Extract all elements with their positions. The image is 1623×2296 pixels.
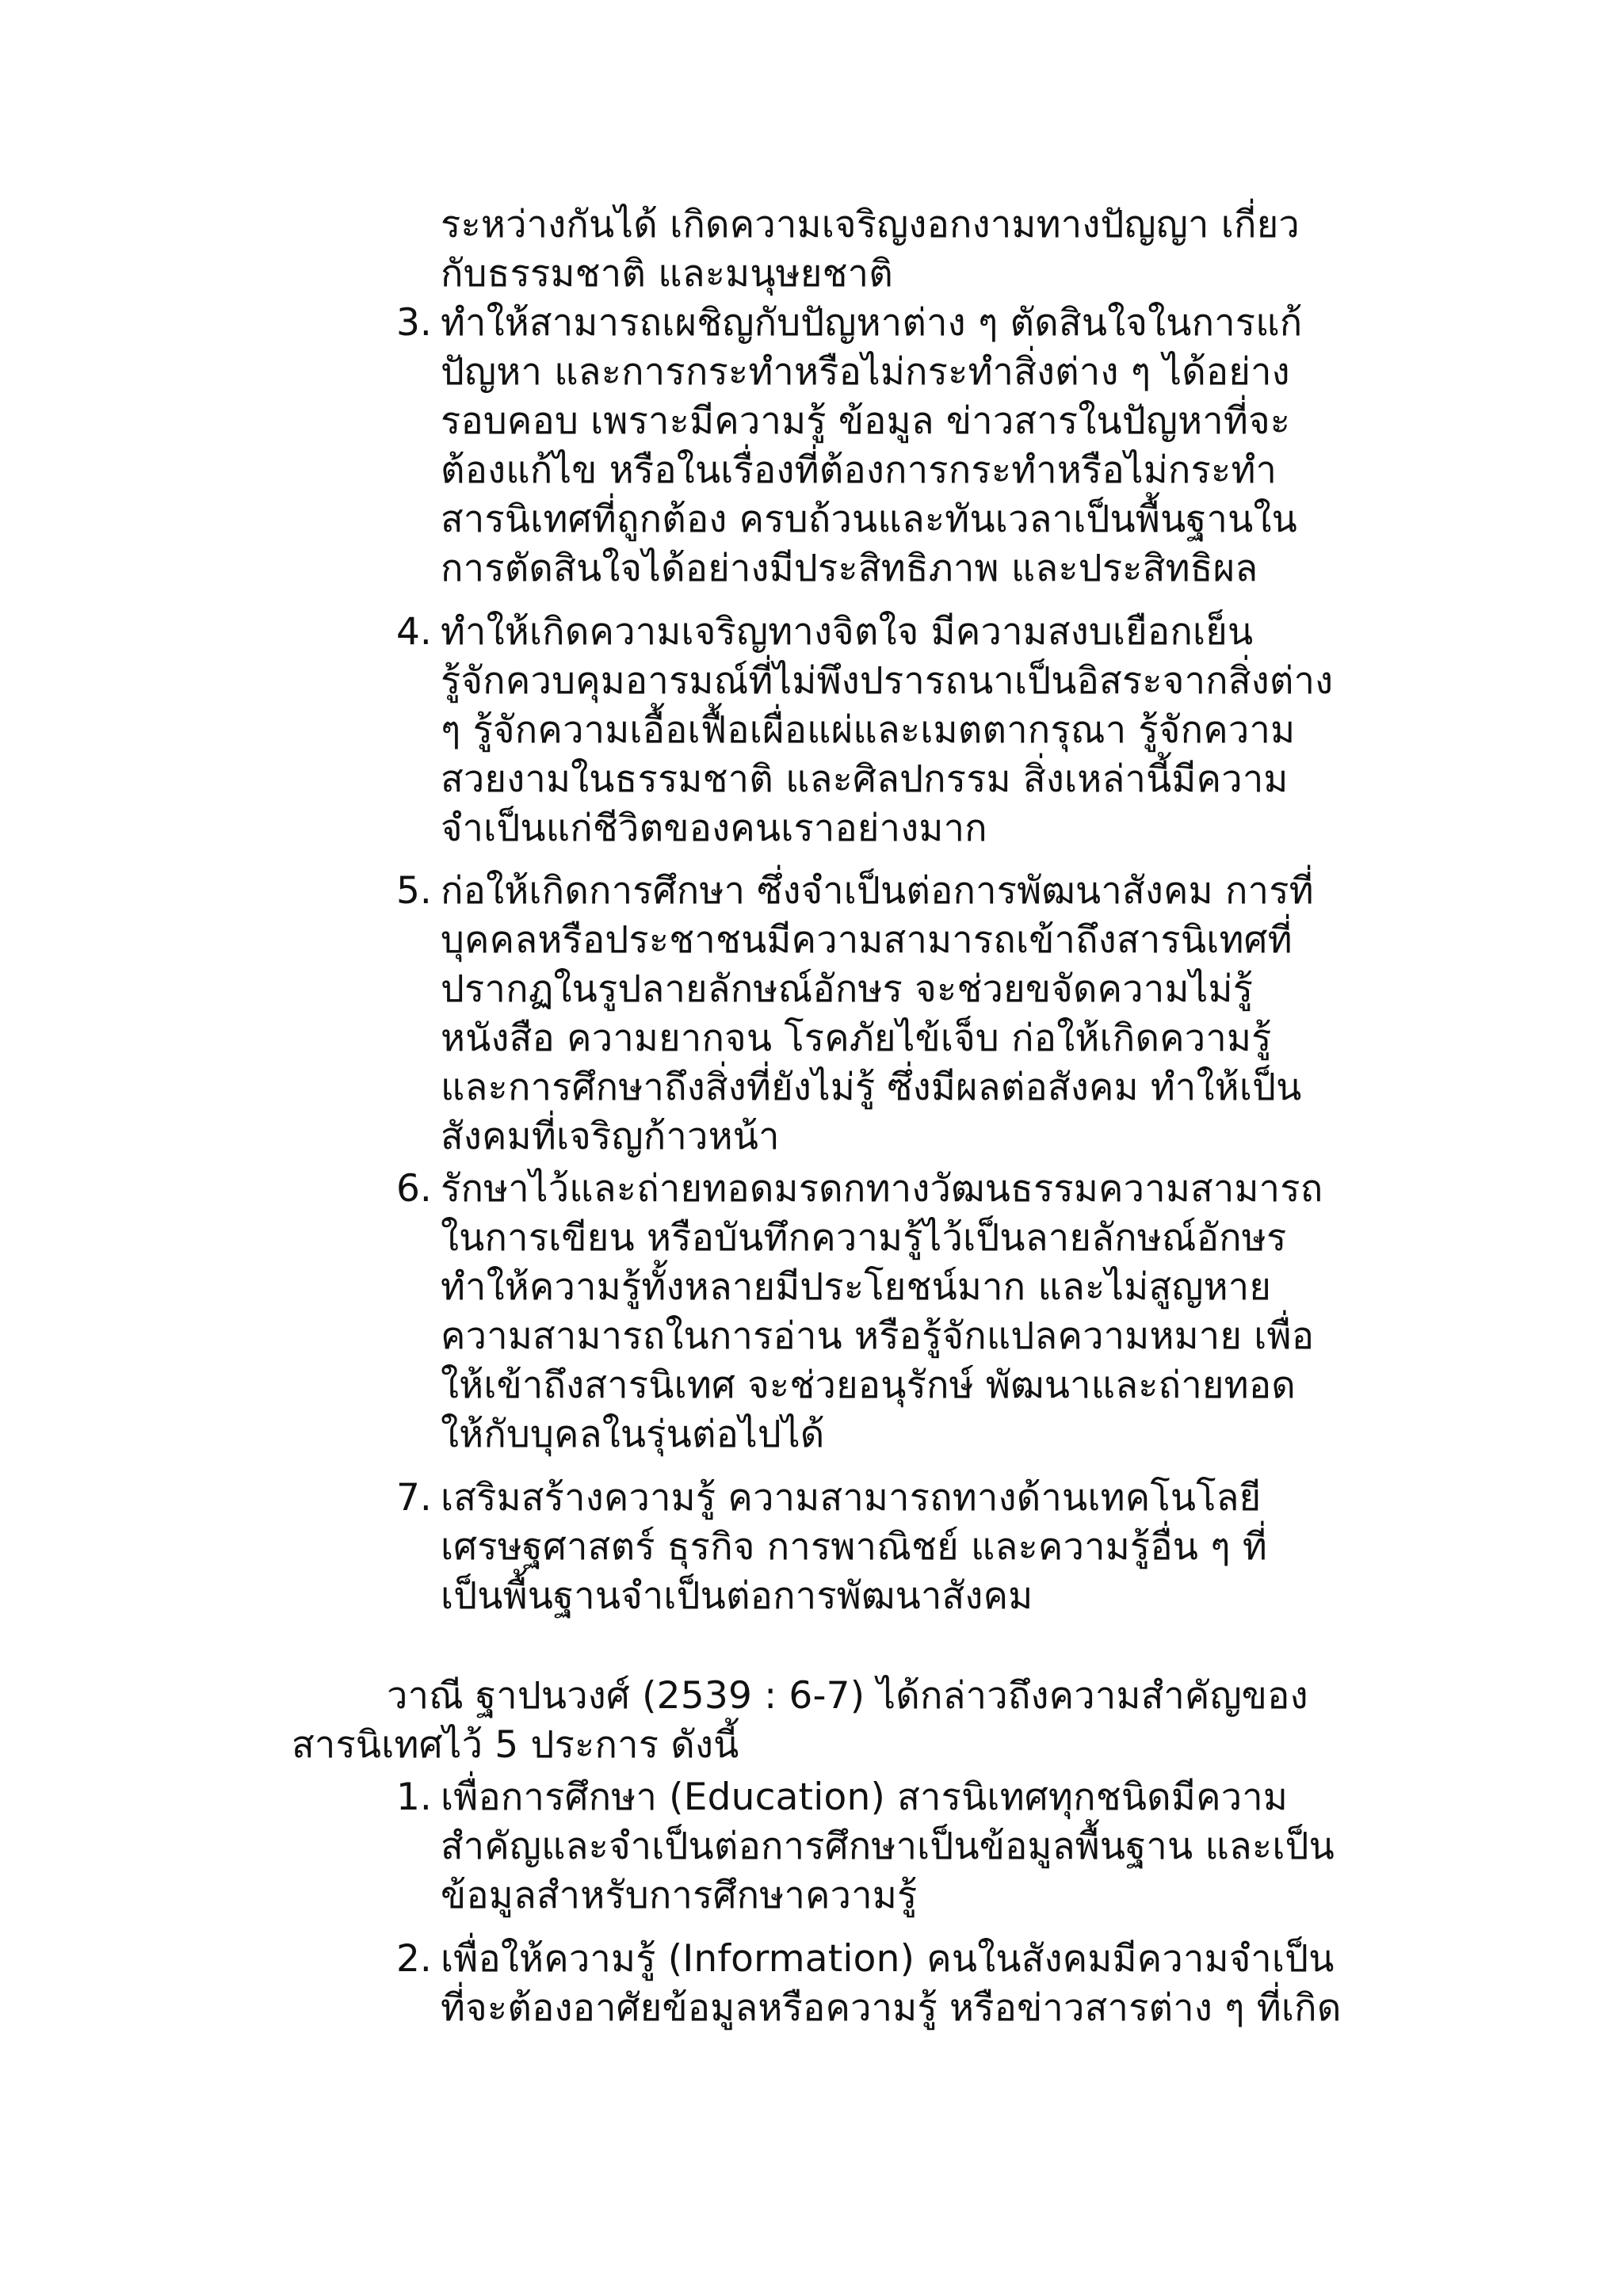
continuation-line: ระหว่างกันได้ เกิดความเจริญงอกงามทางปัญญา เกี่ยว	[441, 203, 1300, 246]
list-item-line: ๆ รู้จักความเอื้อเฟื้อเผื่อแผ่และเมตตากรุณา รู้จักความ	[441, 708, 1296, 752]
list-item-number: 3.	[396, 301, 432, 345]
list-item-number: 4.	[396, 610, 432, 654]
list-item-line: ที่จะต้องอาศัยข้อมูลหรือความรู้ หรือข่าวสารต่าง ๆ ที่เกิด	[441, 1986, 1342, 2030]
list-item-line: สารนิเทศที่ถูกต้อง ครบถ้วนและทันเวลาเป็นพื้นฐานใน	[441, 498, 1297, 541]
list-item-number: 5.	[396, 869, 432, 913]
list-item-line: ปัญหา และการกระทำหรือไม่กระทำสิ่งต่าง ๆ ได้อย่าง	[441, 350, 1290, 394]
list-item-line: รักษาไว้และถ่ายทอดมรดกทางวัฒนธรรมความสามารถ	[441, 1167, 1323, 1211]
list-item-line: ก่อให้เกิดการศึกษา ซึ่งจำเป็นต่อการพัฒนาสังคม การที่	[441, 869, 1314, 913]
list-item-line: ต้องแก้ไข หรือในเรื่องที่ต้องการกระทำหรือไม่กระทำ	[441, 448, 1277, 492]
list-item-line: เสริมสร้างความรู้ ความสามารถทางด้านเทคโนโลยี	[441, 1476, 1262, 1520]
list-item-line: เป็นพื้นฐานจำเป็นต่อการพัฒนาสังคม	[441, 1574, 1033, 1618]
list-item-line: ทำให้สามารถเผชิญกับปัญหาต่าง ๆ ตัดสินใจในการแก้	[441, 301, 1303, 345]
list-item-line: เศรษฐศาสตร์ ธุรกิจ การพาณิชย์ และความรู้อื่น ๆ ที่	[441, 1525, 1268, 1569]
list-item-line: และการศึกษาถึงสิ่งที่ยังไม่รู้ ซึ่งมีผลต่อสังคม ทำให้เป็น	[441, 1066, 1302, 1109]
list-item-number: 1.	[396, 1775, 432, 1819]
continuation-line: กับธรรมชาติ และมนุษยชาติ	[441, 252, 893, 296]
paragraph-line: สารนิเทศไว้ 5 ประการ ดังนี้	[292, 1723, 739, 1767]
list-item-line: รู้จักควบคุมอารมณ์ที่ไม่พึงปรารถนาเป็นอิสระจากสิ่งต่าง	[441, 659, 1334, 703]
list-item-line: บุคคลหรือประชาชนมีความสามารถเข้าถึงสารนิเทศที่	[441, 918, 1293, 962]
list-item-line: เพื่อการศึกษา (Education) สารนิเทศทุกชนิดมีความ	[441, 1775, 1289, 1819]
list-item-line: ปรากฏในรูปลายลักษณ์อักษร จะช่วยขจัดความไม่รู้	[441, 967, 1254, 1011]
list-item-line: สังคมที่เจริญก้าวหน้า	[441, 1115, 780, 1158]
list-item-number: 7.	[396, 1476, 432, 1520]
list-item-line: ทำให้ความรู้ทั้งหลายมีประโยชน์มาก และไม่สูญหาย	[441, 1265, 1272, 1309]
list-item-line: หนังสือ ความยากจน โรคภัยไข้เจ็บ ก่อให้เกิดความรู้	[441, 1016, 1272, 1060]
list-item-line: ทำให้เกิดความเจริญทางจิตใจ มีความสงบเยือกเย็น	[441, 610, 1254, 654]
list-item-line: ให้กับบุคลในรุ่นต่อไปได้	[441, 1413, 825, 1456]
list-item-line: ข้อมูลสำหรับการศึกษาความรู้	[441, 1874, 918, 1917]
list-item-line: การตัดสินใจได้อย่างมีประสิทธิภาพ และประสิทธิผล	[441, 547, 1258, 590]
list-item-number: 6.	[396, 1167, 432, 1211]
list-item-number: 2.	[396, 1937, 432, 1981]
list-item-line: ความสามารถในการอ่าน หรือรู้จักแปลความหมาย เพื่อ	[441, 1314, 1315, 1358]
paragraph-line: วาณี ฐาปนวงศ์ (2539 : 6-7) ได้กล่าวถึงความสำคัญของ	[387, 1674, 1308, 1718]
list-item-line: ในการเขียน หรือบันทึกความรู้ไว้เป็นลายลักษณ์อักษร	[441, 1216, 1287, 1260]
list-item-line: รอบคอบ เพราะมีความรู้ ข้อมูล ข่าวสารในปัญหาที่จะ	[441, 399, 1291, 443]
list-item-line: ให้เข้าถึงสารนิเทศ จะช่วยอนุรักษ์ พัฒนาและถ่ายทอด	[441, 1363, 1296, 1407]
list-item-line: เพื่อให้ความรู้ (Information) คนในสังคมมีความจำเป็น	[441, 1937, 1335, 1981]
list-item-line: สำคัญและจำเป็นต่อการศึกษาเป็นข้อมูลพื้นฐาน และเป็น	[441, 1825, 1335, 1868]
list-item-line: สวยงามในธรรมชาติ และศิลปกรรม สิ่งเหล่านี้มีความ	[441, 757, 1289, 801]
list-item-line: จำเป็นแก่ชีวิตของคนเราอย่างมาก	[441, 807, 987, 850]
